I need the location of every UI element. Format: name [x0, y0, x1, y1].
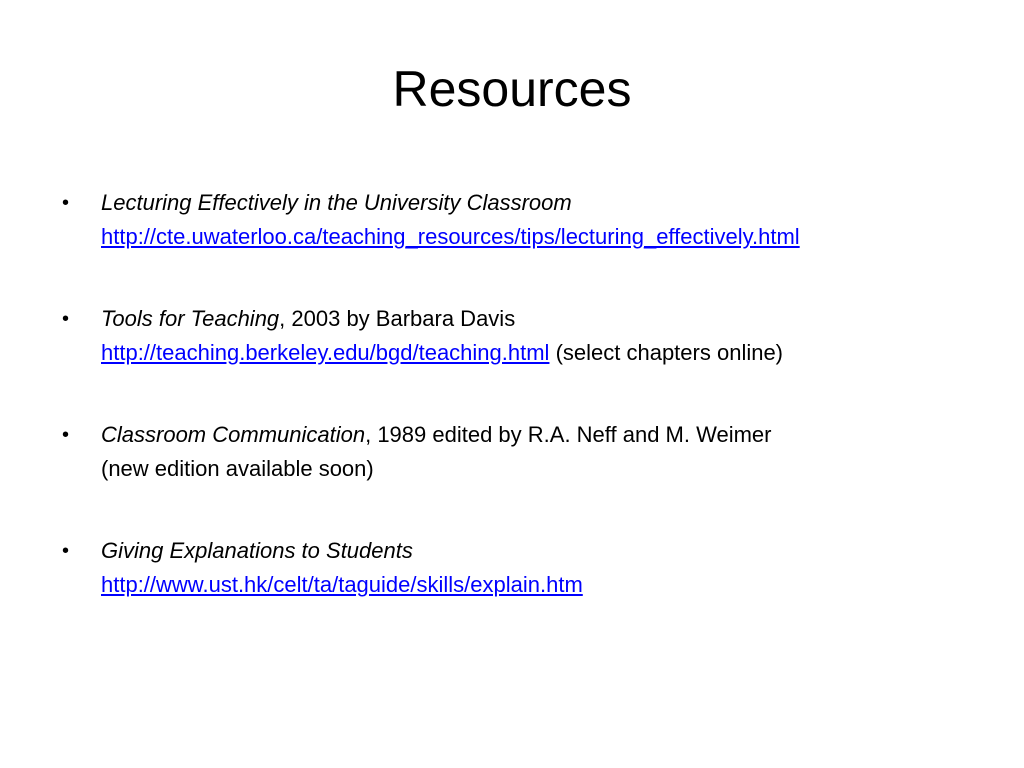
resource-second-line: (new edition available soon) — [101, 456, 374, 481]
list-item — [62, 534, 992, 602]
resource-url-line — [101, 568, 992, 602]
list-item — [62, 186, 992, 254]
slide-title: Resources — [392, 61, 632, 117]
resource-detail: , 2003 by Barbara Davis — [279, 306, 516, 331]
resource-title: Giving Explanations to Students — [101, 538, 413, 563]
resource-link[interactable]: http://teaching.berkeley.edu/bgd/teaching.html — [101, 340, 550, 365]
resource-title-line — [101, 302, 992, 336]
list-item — [62, 418, 992, 486]
resource-title: Lecturing Effectively in the University Classroom — [101, 190, 572, 215]
resource-title-line — [101, 534, 992, 568]
bullet-icon: • — [62, 540, 70, 562]
resource-link[interactable]: http://www.ust.hk/celt/ta/taguide/skills/explain.htm — [101, 572, 583, 597]
resource-url-line — [101, 220, 992, 254]
resource-title: Tools for Teaching — [101, 306, 280, 331]
resource-title: Classroom Communication — [101, 422, 366, 447]
list-item — [62, 302, 992, 370]
resource-title-line — [101, 186, 992, 220]
bullet-icon: • — [62, 424, 70, 446]
resource-url-line — [101, 336, 992, 370]
resource-list — [62, 186, 992, 650]
resource-note: (select chapters online) — [549, 340, 784, 365]
resource-title-line — [101, 418, 992, 452]
resource-link[interactable]: http://cte.uwaterloo.ca/teaching_resources/tips/lecturing_effectively.html — [101, 224, 800, 249]
bullet-icon: • — [62, 192, 70, 214]
bullet-icon: • — [62, 308, 70, 330]
resource-detail: , 1989 edited by R.A. Neff and M. Weimer — [365, 422, 772, 447]
